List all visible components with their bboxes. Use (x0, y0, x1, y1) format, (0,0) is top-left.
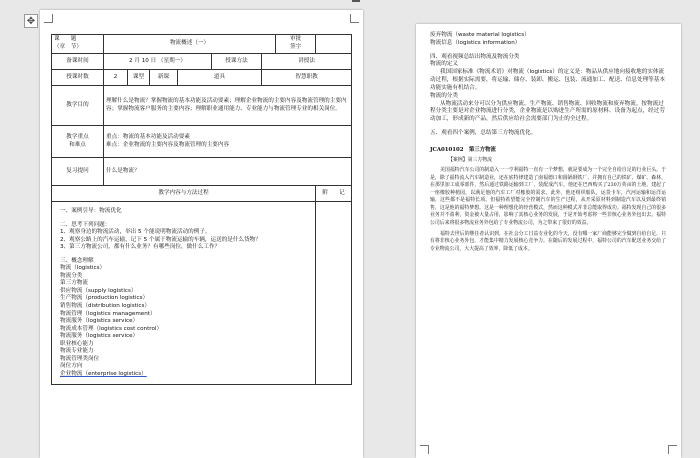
method-value: 讲授法 (262, 54, 352, 70)
case-paragraph: 福特去世后的继任者认识到，在社会分工日益专业化的今天，没有哪一家厂商能够完全做到自给自足，只有将非核心业务外包，才能集中精力发展核心竞争力。在随后的发展过程中，福特公司的汽车配送业务交给了专业物流公司，大大提高了效率，降低了成本。 (430, 230, 666, 252)
process-line: 第三方物流 (60, 280, 88, 287)
notes-header: 附 记 (316, 186, 352, 202)
definition-text: 我国国家标准《物流术语》对物流（logistics）的定义是：物品从供应地向接收地的实体流动过程，根据实际需要，将运输、储存、装卸、搬运、包装、流通加工、配送、信息处理等基本功能实施有机结合。 (430, 69, 665, 91)
process-line: 销售物流（distribution logistics） (60, 303, 150, 310)
subheading: 物流的分类 (430, 92, 458, 99)
periods-label: 授课时数 (52, 70, 104, 86)
document-page-right (416, 24, 681, 458)
approval-value (316, 35, 352, 54)
lesson-plan-table (51, 34, 352, 385)
section-heading: 五、观看四个案例，总结第三方物流优化。 (430, 130, 537, 137)
top-edge-marker (352, 0, 360, 2)
process-line: 供应物流（supply logistics） (60, 287, 137, 294)
review-label: 复习提问 (52, 158, 104, 186)
case-code-title: JCA010102 第三方物流 (430, 146, 496, 153)
crop-mark (44, 14, 53, 23)
process-line: 物流（logistics） (60, 265, 106, 272)
process-line: 物流服务（logistics service） (60, 333, 139, 340)
crop-mark (420, 445, 429, 454)
keypoints-line: 重点：物流的基本功能及活动要素 (106, 133, 190, 140)
crop-mark (350, 14, 359, 23)
process-line: 物流分类 (60, 272, 83, 279)
date-label: 备课时间 (52, 54, 104, 70)
crop-mark (668, 445, 677, 454)
process-line: 生产物流（production logistics） (60, 295, 149, 302)
section-heading: 四、观看视频总结出物流及物流分类 (430, 53, 520, 60)
right-page-text (430, 32, 666, 253)
process-line: 三、概念理解 (60, 257, 94, 264)
type-label: 课型 (128, 70, 150, 86)
text-line: 废弃物流（waste material logistics） (430, 32, 530, 38)
process-line: 企业物流（enterprise logistics） (60, 370, 147, 377)
table-move-handle-icon[interactable]: ✥ (24, 14, 38, 28)
document-page-left (40, 10, 363, 458)
process-line: 物流专业能力 (60, 348, 94, 355)
process-line: 物流服务（logistics service） (60, 318, 139, 325)
process-line: 物流管理类岗位 (60, 355, 100, 362)
process-line: 物流管理（logistics management） (60, 310, 156, 317)
process-line: 物流成本管理（logistics cost control） (60, 325, 163, 332)
process-content (52, 202, 316, 385)
periods-value: 2 (104, 70, 128, 86)
process-line: 3、第三方物流公司，都有什么业务？有哪些岗位，做什么工作？ (60, 244, 221, 251)
keypoints-line: 难点：企业物流的主要内容及物流管理的主要内容 (106, 141, 230, 148)
classification-text: 从物流活动来分可以分为供应物流、生产物流、销售物流、回收物流和废弃物流。按物流过程分类主要是对企业物流进行分类，企业物流是以购进生产所需的原材料、设备为起点，经过劳动加工，形成新的产品，然后供应给社会需要部门为止的全过程。 (430, 100, 665, 123)
review-value: 什么是物流？ (104, 158, 352, 186)
date-value: 2 月 10 日 （星期一） (104, 54, 212, 70)
keypoints-value (104, 126, 352, 158)
process-header: 教学内容与方法过程 (52, 186, 316, 202)
tools-value: 智慧职教 (262, 70, 352, 86)
process-line: 职业核心能力 (60, 340, 94, 347)
approval-label: 审批 签字 (276, 35, 316, 54)
tools-label: 道具 (178, 70, 262, 86)
text-line: 物流信息（logistics information） (430, 39, 521, 46)
method-label: 授课方法 (212, 54, 262, 70)
goals-value: 理解什么是物流？掌握物流的基本功能及活动要素；理解企业物流的主要内容及物流管理的主要内容；掌握物流客户服务的主要内容；理解职业通用能力、专业能力与物流管理专业的相关岗位。 (104, 86, 352, 126)
topic-label: 课 题 （章 节） (52, 35, 104, 54)
goals-label: 教学目的 (52, 86, 104, 126)
process-line: 一、案例引导：物流优化 (60, 208, 122, 214)
process-line: 二、思考下列问题： (60, 221, 111, 228)
type-value: 新课 (150, 70, 178, 86)
subheading: 物流的定义 (430, 61, 458, 68)
process-line: 1、观察身边的物流活动，举出 5 个能说明物流活动的例子。 (60, 229, 211, 236)
topic-value: 物流概述（一） (104, 35, 276, 54)
case-study (430, 146, 666, 254)
case-paragraph: 美国福特汽车公司的制造入一一亨利福特一直有一个梦想，就是要成为一个完全自给自足的行业巨头。于是，除了福特流入汽车制造业，还在底特律建造了南福德口和圆锅钢铁厂，并拥有自己的铁矿、煤矿、森林，在那里加工成零部件，然后通过铁路运输到工厂，装配成汽车。他还在巴西购买了230万英亩的土地，建起了一座橡胶种植园，以满足他的汽车工厂对橡胶的需求。此外，他还组织船队，运货卡车，汽河运输和运洋运输，这些都不是福特长项。但福特希望能完全控制汽车的生产过程，从开采原材料到制造汽车以及到最终销售，这是他的福特梦想。这是一种理想化的经营模式，然而这种模式并非总能取得成功。福特发现自己的很多业务并不盈利，资金被大量占用，影响了其核心业务的发展，于是开始考虑将一些非核心业务外包出去。福特公司后来将很多物流业务外包给了专业物流公司，为之带来了很好的效益。 (430, 166, 666, 227)
process-line: 岗位方向 (60, 363, 83, 370)
case-subtitle: 【案例】第三方物流 (448, 157, 493, 164)
keypoints-label: 教学重点 和难点 (52, 126, 104, 158)
notes-cell (316, 202, 352, 385)
process-line: 2、观察公路上的汽车运输，记下 5 个属于物流运输的车辆，运送的是什么货物？ (60, 236, 261, 243)
